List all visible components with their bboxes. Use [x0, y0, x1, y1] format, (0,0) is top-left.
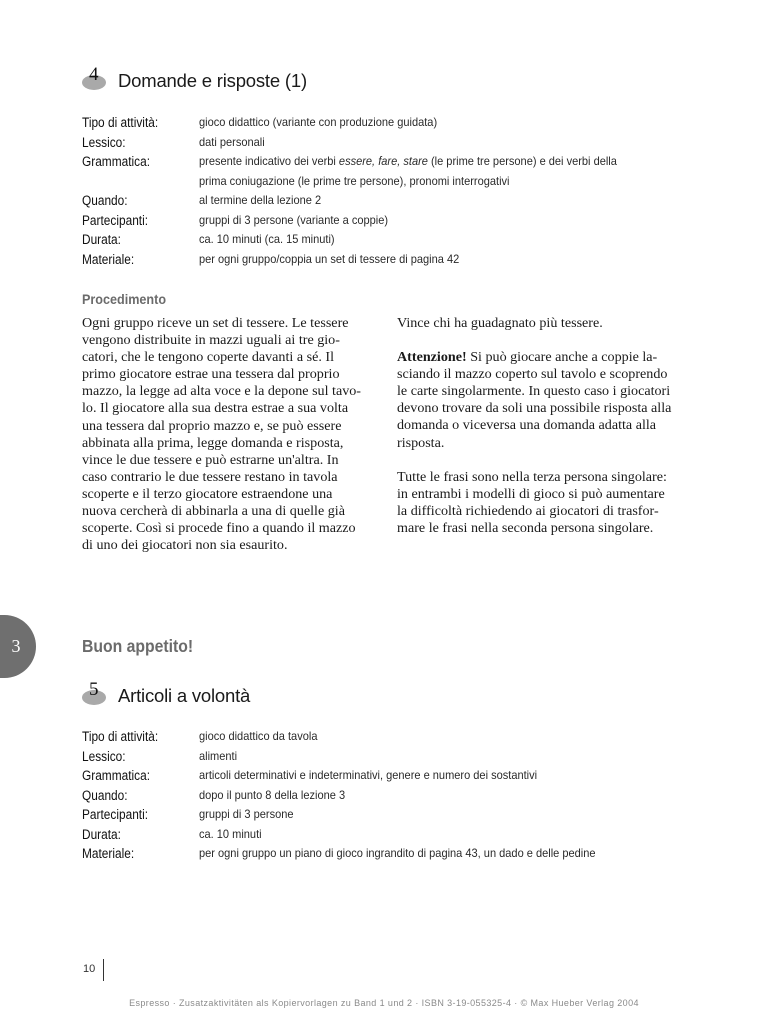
info-row-grammatica [82, 766, 682, 786]
paragraph-difficulty [397, 469, 693, 537]
info-value: dopo il punto 8 della lezione 3 [199, 787, 346, 802]
value-emphasis: essere, fare, stare [338, 154, 428, 168]
text-line: in entrambi i modelli di gioco si può aumentare [397, 485, 665, 502]
section-title: Domande e risposte (1) [118, 70, 307, 91]
info-row-grammatica [82, 152, 682, 191]
text-line: devono trovare da soli una possibile risposta alla [397, 400, 672, 417]
info-row-partecipanti [82, 805, 682, 825]
attention-label: Attenzione! [397, 349, 467, 366]
info-label: Partecipanti: [82, 807, 149, 822]
text-line: caso contrario le due tessere restano in tavola [82, 468, 338, 485]
text-line: Ogni gruppo riceve un set di tessere. Le tessere [82, 315, 349, 331]
info-label: Lessico: [82, 134, 126, 150]
info-row-durata [82, 825, 682, 845]
info-value: gruppi di 3 persone [199, 807, 294, 821]
info-label: Tipo di attività: [82, 729, 159, 744]
info-label: Grammatica: [82, 154, 150, 169]
info-value: alimenti [199, 748, 238, 763]
text-line: risposta. [397, 434, 445, 451]
text-line: scoperte. Così si procede fino a quando il mazzo [82, 520, 356, 537]
info-row-lessico [82, 133, 682, 153]
text-line: di uno dei giocatori non sia esaurito. [82, 537, 288, 554]
info-row-quando [82, 786, 682, 806]
chapter-tab [0, 615, 36, 678]
text-line: abbinata alla prima, legge domanda e risposta, [82, 434, 344, 451]
text-line: scoperte e il terzo giocatore estraendone una [82, 485, 333, 502]
info-row-durata [82, 230, 682, 250]
section-number: 5 [89, 679, 99, 700]
page-number-rule [103, 959, 104, 981]
info-label: Quando: [82, 787, 128, 803]
text-line: una tessera dal proprio mazzo e, se può essere [82, 417, 342, 434]
text-line: mazzo, la legge ad alta voce e la depone sul tavo- [82, 383, 362, 400]
info-value: gruppi di 3 persone (variante a coppie) [199, 212, 389, 227]
section-title: Articoli a volontà [118, 685, 251, 706]
info-value: per ogni gruppo/coppia un set di tessere di pagina 42 [199, 251, 460, 266]
info-label: Partecipanti: [82, 212, 149, 228]
text-line: vince le due tessere e può estrarne un'altra. In [82, 451, 339, 468]
info-label: Grammatica: [82, 768, 150, 783]
section-number-badge [82, 679, 108, 707]
text-line: sciando il mazzo coperto sul tavolo e scoprendo [397, 366, 668, 383]
procedimento-right-column [397, 315, 693, 554]
section-5-info-table [82, 727, 682, 864]
text-line: Tutte le frasi sono nella terza persona singolare: [397, 468, 667, 485]
info-label: Materiale: [82, 846, 135, 861]
value-part: presente indicativo dei verbi [199, 154, 339, 168]
section-4-info-table [82, 113, 682, 269]
text-line: Si può giocare anche a coppie la- [466, 349, 658, 366]
info-row-materiale [82, 844, 682, 864]
value-part: (le prime tre persone) e dei verbi della prima coniugazione (le prime tre persone), pronomi interrogativi [199, 154, 617, 188]
info-value: al termine della lezione 2 [199, 193, 322, 207]
info-label: Quando: [82, 193, 128, 208]
info-value [199, 152, 643, 191]
info-row-lessico [82, 747, 682, 767]
info-label: Durata: [82, 826, 121, 842]
info-row-partecipanti [82, 211, 682, 231]
text-line: la difficoltà richiedendo ai giocatori di trasfor- [397, 502, 659, 519]
info-row-tipo [82, 727, 682, 747]
text-line [397, 349, 693, 366]
info-value: ca. 10 minuti [199, 826, 262, 841]
section-5-header [82, 679, 251, 707]
section-4-header [82, 64, 307, 92]
info-label: Lessico: [82, 748, 126, 764]
info-value: gioco didattico (variante con produzione guidata) [199, 115, 438, 129]
text-line: primo giocatore estrae una tessera dal proprio [82, 366, 340, 383]
page-number: 10 [83, 963, 96, 975]
info-row-quando [82, 191, 682, 211]
info-value: dati personali [199, 134, 265, 149]
procedimento-left-column [82, 315, 378, 554]
info-value: gioco didattico da tavola [199, 729, 318, 743]
text-line: catori, che le tengono coperte davanti a sé. Il [82, 349, 335, 366]
info-label: Tipo di attività: [82, 115, 159, 130]
info-label: Materiale: [82, 251, 135, 267]
footer-credits: Espresso · Zusatzaktivitäten als Kopiervorlagen zu Band 1 und 2 · ISBN 3-19-055325-4 · © Max Hueber Verlag 2004 [129, 998, 639, 1008]
info-row-materiale [82, 250, 682, 270]
section-number: 4 [89, 64, 99, 85]
text-line: mare le frasi nella seconda persona singolare. [397, 519, 654, 536]
section-number-badge [82, 64, 108, 92]
text-line: le carte singolarmente. In questo caso i giocatori [397, 383, 671, 400]
info-row-tipo [82, 113, 682, 133]
text-line: domanda o viceversa una domanda adatta alla [397, 417, 657, 434]
info-value: articoli determinativi e indeterminativi, genere e numero dei sostantivi [199, 768, 538, 782]
info-label: Durata: [82, 232, 121, 247]
procedimento-heading: Procedimento [82, 291, 167, 307]
paragraph-winner: Vince chi ha guadagnato più tessere. [397, 315, 603, 331]
info-value: per ogni gruppo un piano di gioco ingrandito di pagina 43, un dado e delle pedine [199, 846, 596, 860]
text-line: vengono distribuite in mazzi uguali ai tre gio- [82, 332, 340, 349]
info-value: ca. 10 minuti (ca. 15 minuti) [199, 232, 335, 246]
text-line: nuova cercherà di abbinarla a una di quelle già [82, 503, 345, 520]
chapter-number: 3 [11, 636, 21, 656]
chapter-title: Buon appetito! [82, 636, 194, 656]
text-line: lo. Il giocatore alla sua destra estrae a sua volta [82, 400, 349, 417]
paragraph-attention [397, 349, 693, 452]
